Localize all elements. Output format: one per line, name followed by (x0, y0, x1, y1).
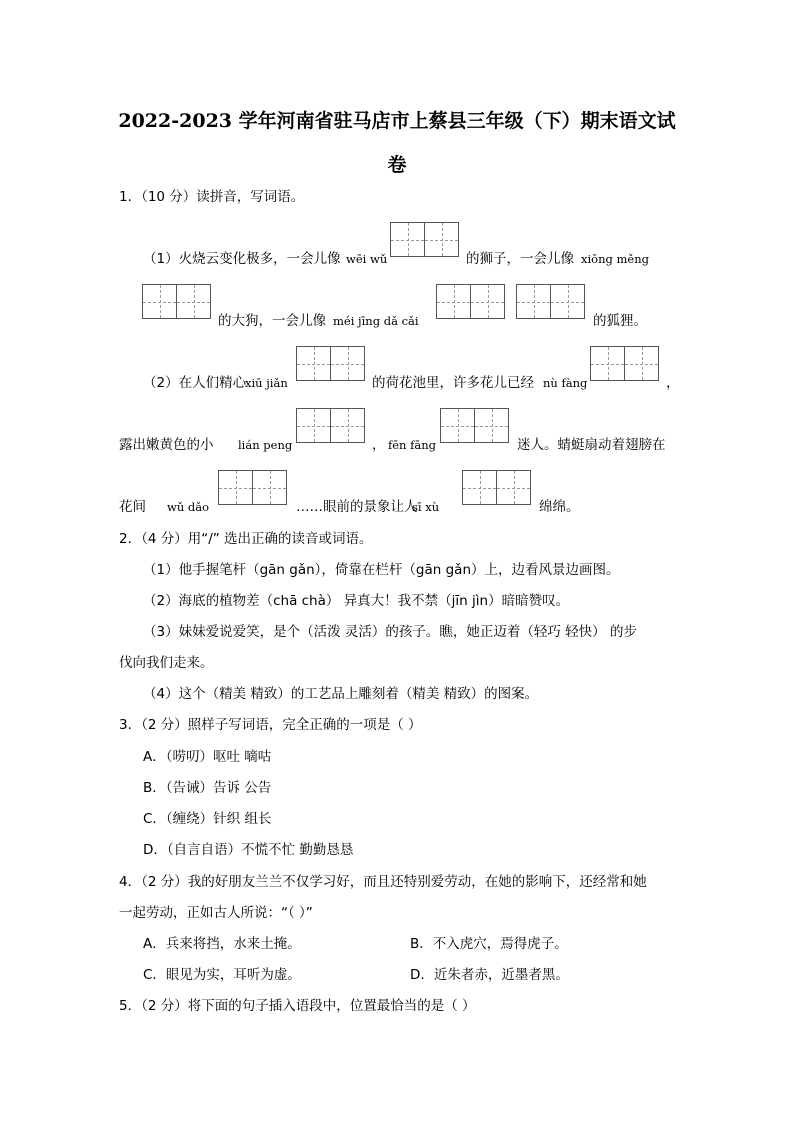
option-c[interactable]: C．（缠绕）针织 组长 (143, 811, 272, 827)
pinyin-lianpeng: lián peng (238, 438, 293, 452)
pinyin-xiujian: xiū jiǎn (245, 376, 288, 390)
option-c[interactable]: C．眼见为实，耳听为虚。 (143, 967, 301, 983)
option-d[interactable]: D．近朱者赤，近墨者黑。 (410, 967, 569, 983)
q1-text: （2）在人们精心 (143, 375, 247, 391)
answer-grid[interactable] (516, 284, 585, 319)
pinyin-wudao: wǔ dǎo (167, 500, 210, 514)
q1-text: 迷人。蜻蜓扇动着翅膀在 (517, 437, 666, 453)
q1-text: 的狮子，一会儿像 (466, 251, 574, 267)
q1-text: 绵绵。 (539, 499, 580, 515)
option-a[interactable]: A．（唠叨）呕吐 嘀咕 (143, 749, 272, 765)
answer-grid[interactable] (590, 346, 659, 381)
pinyin-nufang: nù fàng (543, 376, 588, 390)
q1-text: （1）火烧云变化极多，一会儿像 (143, 251, 341, 267)
q1-text: 花间 (119, 499, 146, 515)
pinyin-sixu: sī xù (412, 500, 440, 514)
question-5-head: 5．（2 分）将下面的句子插入语段中，位置最恰当的是（ ） (119, 998, 476, 1014)
q1-text: 的荷花池里，许多花儿已经 (372, 375, 534, 391)
answer-grid[interactable] (440, 408, 509, 443)
page-title-cont: 卷 (387, 154, 407, 176)
q2-line: （1）他手握笔杆（gān gǎn），倚靠在栏杆（gān gǎn）上，边看风景边画图。 (143, 562, 620, 578)
question-1-head: 1．（10 分）读拼音，写词语。 (119, 189, 305, 205)
answer-grid[interactable] (296, 408, 365, 443)
option-b[interactable]: B．（告诫）告诉 公告 (143, 780, 272, 796)
answer-grid[interactable] (462, 470, 531, 505)
q2-line: （2）海底的植物差（chā chà） 异真大！我不禁（jīn jìn）暗暗赞叹。 (143, 593, 570, 609)
page-title: 2022-2023 学年河南省驻马店市上蔡县三年级（下）期末语文试 (118, 110, 676, 132)
answer-grid[interactable] (218, 470, 287, 505)
answer-grid[interactable] (296, 346, 365, 381)
option-a[interactable]: A．兵来将挡，水来土掩。 (143, 936, 301, 952)
question-3-head: 3．（2 分）照样子写词语，完全正确的一项是（ ） (119, 717, 422, 733)
option-d[interactable]: D．（自言自语）不慌不忙 勤勤恳恳 (143, 842, 354, 858)
q1-text: 的大狗，一会儿像 (218, 313, 326, 329)
q2-line: 伐向我们走来。 (119, 655, 214, 671)
answer-grid[interactable] (436, 284, 505, 319)
answer-grid[interactable] (142, 284, 211, 319)
question-2-head: 2．（4 分）用“/” 选出正确的读音或词语。 (119, 531, 373, 547)
pinyin-weiwu: wēi wǔ (346, 252, 388, 266)
q1-text: ， (372, 437, 386, 453)
question-4-head-cont: 一起劳动，正如古人所说：“（ ）” (119, 905, 313, 921)
q1-text: ……眼前的景象让人 (296, 499, 418, 515)
pinyin-fenfang: fēn fāng (388, 438, 437, 452)
q1-text: 露出嫩黄色的小 (119, 437, 214, 453)
option-b[interactable]: B．不入虎穴，焉得虎子。 (410, 936, 568, 952)
q2-line: （3）妹妹爱说爱笑，是个（活泼 灵活）的孩子。瞧，她正迈着（轻巧 轻快） 的步 (143, 624, 637, 640)
pinyin-meijingduocai: méi jīng dǎ cǎi (333, 314, 419, 328)
answer-grid[interactable] (390, 222, 459, 257)
q1-text: 的狐狸。 (593, 313, 647, 329)
pinyin-xiongmeng: xiōng měng (581, 252, 649, 266)
q1-text: ， (666, 375, 680, 391)
q2-line: （4）这个（精美 精致）的工艺品上雕刻着（精美 精致）的图案。 (143, 686, 539, 702)
question-4-head: 4．（2 分）我的好朋友兰兰不仅学习好，而且还特别爱劳动，在她的影响下，还经常和她 (119, 874, 647, 890)
